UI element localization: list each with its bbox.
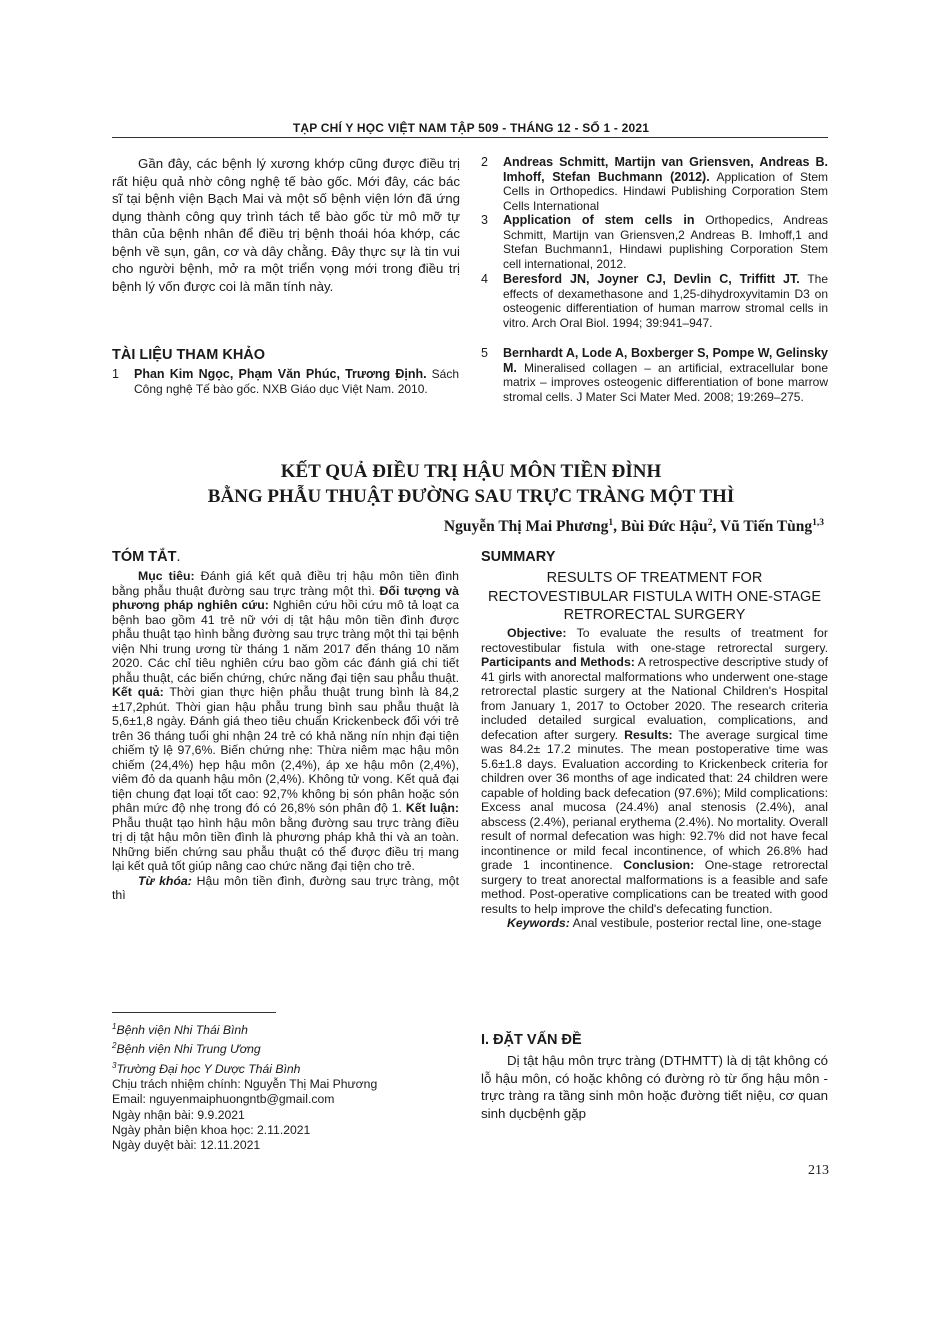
reference-text: Sách Công nghệ Tế bào gốc. NXB Giáo dục Việt Nam. 2010. bbox=[134, 367, 460, 396]
author-list bbox=[444, 518, 824, 536]
author-name: Bùi Đức Hậu bbox=[620, 518, 708, 536]
received-date: Ngày nhận bài: 9.9.2021 bbox=[112, 1107, 245, 1122]
prev-article-paragraph: Gần đây, các bệnh lý xương khớp cũng được điều trị rất hiệu quả nhờ công nghệ tế bào gốc. Mới đây, các bác sĩ tại bệnh viện Bạch Mai và một số bệnh viện lớn đã ứng dụng thành công quy trình tách tế bào gốc từ mô mỡ tự thân của bệnh nhân để điều trị bệnh thoái hóa khớp, các bệnh về sụn, gân, cơ và dây chằng. Đây thực sự là tin vui cho người bệnh, mở ra một triển vọng mới trong điều trị bệnh lý vốn được coi là mãn tính này. bbox=[112, 156, 460, 294]
reference-item bbox=[481, 155, 828, 213]
affiliation-3: $^3$Trường Đại học Y Dược Thái Bình bbox=[112, 1060, 301, 1076]
abstract-vi-body: Mục tiêu: Đánh giá kết quả điều trị hậu môn tiền đình bằng phẫu thuật đường sau trực tràng một thì. Đối tượng và phương pháp nghiên cứu: Nghiên cứu hồi cứu mô tả loạt ca bệnh bao gồm 41 trẻ nữ với dị tật hậu môn tiền đình được phẫu thuật tạo hình bằng đường sau trực tràng một thì tại bệnh viện Nhi trung ương từ tháng 1 năm 2017 đến tháng 10 năm 2020. Các chỉ tiêu nghiên cứu bao gồm các đánh giá chi tiết phẫu thuật, các biến chứng, chức năng đại tiện sau phẫu thuật. Kết quả: Thời gian thực hiện phẫu thuật trung bình là 84,2 ±17,2phút. Thời gian hậu phẫu trung bình sau phẫu thuật là 5,6±1,8 ngày. Đánh giá theo tiêu chuẩn Krickenbeck đối với trẻ trên 36 tháng tuổi ghi nhận 24 trẻ có khả năng nín nhịn đại tiện chiếm tỷ lệ 97,6%. Biến chứng nhẹ: Thừa niêm mạc hậu môn chiếm (24,4%) hẹp hậu môn (2,4%), áp xe hậu môn (2,4%), viêm đỏ da quanh hậu môn (2,4%). Không tử vong. Kết quả đại tiện chung đạt loại tốt cao: 92,7% không bị són phân hoặc són phân mức độ nhẹ trong đó có 26,8% són phân độ 1. Kết luận: Phẫu thuật tạo hình hậu môn bằng đường sau trực tràng điều trị dị tật hậu môn tiền đình là phương pháp khả thi và an toàn. Những biến chứng sau phẫu thuật có thể được điều trị mang lại kết quả tốt giúp nâng cao chức năng đại tiện cho trẻ. bbox=[112, 569, 459, 873]
reference-number: 3 bbox=[481, 213, 488, 227]
reference-text: Orthopedics, Andreas Schmitt, Martijn van Griensven,2 Andreas B. Imhoff,1 and Stefan Buchmann1, Hindawi puplishing Corporation Stem cell international, 2012. bbox=[503, 213, 828, 271]
keywords-en: Keywords: Anal vestibule, posterior rectal line, one-stage bbox=[507, 916, 822, 930]
reference-authors: Application of stem cells in bbox=[503, 213, 695, 227]
reference-text: The effects of dexamethasone and 1,25-dihydroxyvitamin D3 on osteogenic differentiation of human marrow stromal cells in vitro. Arch Oral Biol. 1994; 39:941–947. bbox=[503, 272, 828, 330]
reference-item bbox=[481, 346, 828, 404]
reference-authors: Bernhardt A, Lode A, Boxberger S, Pompe W, Gelinsky M. bbox=[503, 346, 828, 375]
page-number: 213 bbox=[808, 1163, 829, 1178]
abstract-en-body: Objective: To evaluate the results of treatment for rectovestibular fistula with one-stage retrorectal surgery. Participants and Methods: A retrospective descriptive study of 41 girls with anorectal malformations who underwent one-stage retrorectal plastic surgery at the National Children's Hospital from January 1, 2017 to October 2020. The research criteria included detailed surgical evaluation, complications, and defecation after surgery. Results: The average surgical time was 84.2± 17.2 minutes. The mean postoperative time was 5.6±1.8 days. Evaluation according to Krickenbeck criteria for children over 36 months of age indicated that: 24 children were capable of holding back defecation (97.6%); Mild complications: Excess anal mucosa (24.4%) anal stenosis (2.4%), anal abscess (2.4%), perianal erythema (2.4%). No mortality. Overall result of normal defecation was high: 92.7% did not have fecal incontinence or mild fecal incontinence, of which 26.8% had grade 1 incontinence. Conclusion: One-stage retrorectal surgery to treat anorectal malformations is a feasible and safe method. Post-operative complications can be treated with good results to help improve the child's defecating function. bbox=[481, 626, 829, 916]
references-heading: TÀI LIỆU THAM KHẢO bbox=[112, 347, 266, 363]
reference-item bbox=[112, 367, 459, 396]
reviewed-date: Ngày phản biện khoa học: 2.11.2021 bbox=[112, 1122, 311, 1137]
summary-title: RESULTS OF TREATMENT FOR RECTOVESTIBULAR FISTULA WITH ONE-STAGE RETRORECTAL SURGERY bbox=[487, 570, 821, 623]
footnote-rule bbox=[112, 1012, 276, 1013]
email: Email: nguyenmaiphuongntb@gmail.com bbox=[112, 1092, 335, 1107]
reference-number: 1 bbox=[112, 367, 119, 381]
author-separator: , bbox=[712, 518, 720, 536]
introduction-heading: I. ĐẶT VẤN ĐỀ bbox=[481, 1032, 582, 1048]
reference-text: Mineralised collagen – an artificial, extracellular bone matrix – improves osteogenic differentiation of bone marrow stromal cells. J Mater Sci Mater Med. 2008; 19:269–275. bbox=[503, 360, 828, 404]
reference-text: Application of Stem Cells in Orthopedics. Hindawi Publishing Corporation Stem Cells International bbox=[503, 169, 828, 213]
header-rule bbox=[112, 137, 828, 138]
reference-item bbox=[481, 213, 828, 271]
reference-authors: Phan Kim Ngọc, Phạm Văn Phúc, Trương Định. bbox=[134, 367, 427, 381]
affiliation-1: $^1$Bệnh viện Nhi Thái Bình bbox=[112, 1022, 248, 1038]
author-name: Nguyễn Thị Mai Phương bbox=[443, 518, 609, 536]
abstract-en bbox=[481, 626, 828, 931]
keywords-vi: Từ khóa: Hậu môn tiền đình, đường sau trực tràng, một thì bbox=[112, 873, 459, 902]
reference-item bbox=[481, 272, 828, 330]
author-affiliation-mark: 2 bbox=[707, 518, 713, 528]
reference-authors: Beresford JN, Joyner CJ, Devlin C, Triffitt JT. bbox=[503, 272, 800, 286]
reference-number: 2 bbox=[481, 155, 488, 169]
footnotes bbox=[112, 1019, 377, 1154]
affiliation-2: $^2$Bệnh viện Nhi Trung Ương bbox=[112, 1041, 261, 1057]
article-title-line-2: BẰNG PHẪU THUẬT ĐƯỜNG SAU TRỰC TRÀNG MỘT THÌ bbox=[207, 486, 735, 507]
author-affiliation-mark: 1 bbox=[608, 518, 614, 528]
introduction-text: Dị tật hậu môn trực tràng (DTHMTT) là dị tật không có lỗ hậu môn, có hoặc không có đường rò từ ống hậu môn - trực tràng ra tầng sinh môn hoặc đường tiết niệu, cơ quan sinh dụcbệnh gặp bbox=[481, 1053, 828, 1121]
journal-header: TẠP CHÍ Y HỌC VIỆT NAM TẬP 509 - THÁNG 12 - SỐ 1 - 2021 bbox=[292, 121, 650, 135]
reference-authors: Andreas Schmitt, Martijn van Griensven, Andreas B. Imhoff, Stefan Buchmann (2012). bbox=[503, 155, 828, 184]
reference-number: 5 bbox=[481, 346, 488, 360]
accepted-date: Ngày duyệt bài: 12.11.2021 bbox=[112, 1138, 261, 1153]
author-affiliation-mark: 1,3 bbox=[812, 518, 824, 528]
abstract-vi bbox=[112, 569, 459, 903]
abstract-heading-vi: TÓM TẮT. bbox=[112, 549, 181, 565]
author-separator: , bbox=[613, 518, 621, 536]
article-title-line-1: KẾT QUẢ ĐIỀU TRỊ HẬU MÔN TIỀN ĐÌNH bbox=[280, 461, 662, 482]
corresponding-author: Chịu trách nhiệm chính: Nguyễn Thị Mai Phương bbox=[112, 1077, 378, 1092]
reference-number: 4 bbox=[481, 272, 488, 286]
author-name: Vũ Tiến Tùng bbox=[719, 518, 813, 536]
summary-heading: SUMMARY bbox=[481, 549, 556, 565]
